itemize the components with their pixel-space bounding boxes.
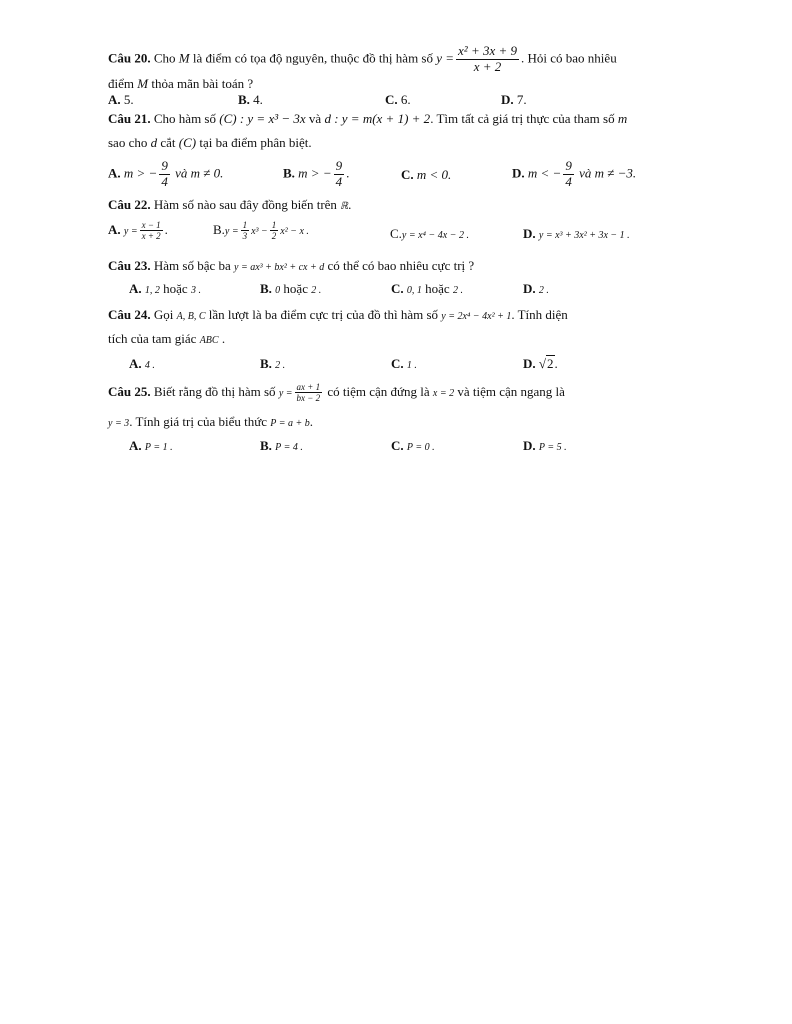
option-math: y =: [123, 225, 138, 237]
q24-option-c[interactable]: [391, 356, 417, 374]
q22-option-a[interactable]: [108, 220, 168, 242]
frac-num: 1: [271, 220, 277, 230]
option-label: B.: [260, 438, 272, 453]
option-math-2: 2 .: [452, 285, 463, 296]
option-math-post: và m ≠ −3.: [579, 165, 637, 181]
option-math-2: 3 .: [190, 285, 201, 296]
option-text: y = x³ + 3x² + 3x − 1 .: [538, 230, 630, 241]
q23-option-c[interactable]: [391, 281, 463, 299]
q21-text3: . Tìm tất cả giá trị thực của tham số: [430, 111, 615, 126]
q21-option-a[interactable]: [108, 159, 223, 190]
q20-option-c[interactable]: [385, 92, 411, 108]
option-label: D.: [523, 438, 536, 453]
option-math-2: 2 .: [311, 285, 322, 296]
option-label: A.: [108, 221, 121, 237]
frac-den: 4: [335, 173, 343, 189]
option-math: m < −: [527, 165, 562, 181]
q23-option-b[interactable]: [260, 281, 321, 299]
q21-option-c[interactable]: [401, 167, 451, 183]
option-label: B.: [283, 165, 295, 181]
q24-option-a[interactable]: [129, 356, 155, 374]
q25-line2-end: .: [309, 414, 313, 429]
q24-text2: lần lượt là ba điểm cực trị của đồ thì hàm số: [208, 307, 439, 322]
q21-option-b[interactable]: [283, 159, 349, 190]
option-text: 4.: [253, 92, 263, 107]
option-fraction-2: [270, 220, 279, 242]
option-fraction: [159, 159, 170, 190]
question-24-line-1: [108, 307, 568, 325]
option-text: P = 1 .: [144, 442, 173, 453]
q21-line2-d: d: [150, 135, 158, 150]
question-25-line-1: [108, 382, 565, 404]
option-math: m > −: [123, 165, 158, 181]
q23-text1: Hàm số bậc ba: [153, 258, 231, 273]
option-label: A.: [108, 92, 121, 107]
option-text: y = x⁴ − 4x − 2 .: [401, 230, 469, 241]
option-math: 2 .: [538, 285, 549, 296]
q24-option-b[interactable]: [260, 356, 285, 374]
option-text: P = 4 .: [275, 442, 303, 453]
option-fraction: [140, 220, 163, 242]
option-label: B.: [238, 92, 250, 107]
q24-line2: tích của tam giác: [108, 331, 197, 346]
q25-text2: có tiệm cận đứng là: [327, 383, 430, 399]
option-math-post: .: [164, 221, 168, 237]
q21-line2-pre: sao cho: [108, 135, 148, 150]
q20-var-m: M: [178, 50, 190, 66]
option-label: C.: [401, 167, 414, 182]
frac-den: 3: [242, 231, 248, 242]
frac-num: 9: [161, 158, 168, 173]
option-label: A.: [129, 438, 142, 453]
q22-option-d[interactable]: [523, 226, 630, 244]
option-text: hoặc: [283, 281, 308, 296]
q22-option-c[interactable]: [390, 226, 469, 244]
option-fraction: [334, 159, 345, 190]
q25-text1: Biết rằng đồ thị hàm số: [153, 383, 276, 399]
q22-dot: .: [348, 197, 352, 212]
frac-den: bx − 2: [296, 393, 321, 404]
option-label: D.: [512, 165, 525, 181]
q20-line2-post: thỏa mãn bài toán ?: [151, 76, 254, 91]
q20-fraction: [456, 44, 519, 75]
q20-line2-pre: điểm: [108, 76, 134, 91]
q20-text-mid: là điểm có tọa độ nguyên, thuộc đồ thị hàm số: [192, 50, 433, 66]
q25-line2-expr: P = a + b: [270, 418, 310, 429]
option-label: D.: [501, 92, 514, 107]
option-label: D.: [523, 281, 536, 296]
question-24-line-2: [108, 331, 225, 349]
option-text: 2 .: [275, 360, 286, 371]
option-label: C.: [391, 438, 404, 453]
option-math: 0: [275, 285, 281, 296]
option-text: hoặc: [163, 281, 188, 296]
option-label: A.: [129, 356, 142, 371]
option-text: 1 .: [406, 360, 417, 371]
q23-option-a[interactable]: [129, 281, 201, 299]
frac-den: 4: [565, 173, 572, 189]
q25-line2-text: . Tính giá trị của biểu thức: [129, 414, 268, 429]
q24-line2-end: .: [221, 331, 226, 346]
frac-num: ax + 1: [296, 382, 321, 392]
frac-num: 9: [335, 158, 343, 173]
q23-text2: có thể có bao nhiêu cực trị ?: [327, 258, 475, 273]
question-24-label: Câu 24.: [108, 307, 151, 322]
q20-line2-var: M: [137, 76, 149, 91]
frac-num: 1: [242, 220, 248, 230]
sqrt-symbol: √2: [538, 356, 554, 371]
q20-frac-num: x² + 3x + 9: [458, 43, 518, 58]
q25-y-eq: y =: [278, 387, 293, 399]
q24-math: y = 2x⁴ − 4x² + 1: [441, 311, 512, 322]
q20-frac-den: x + 2: [473, 58, 502, 74]
q25-option-b[interactable]: [260, 438, 303, 456]
q20-text-before: Cho: [153, 50, 176, 66]
q23-math: y = ax³ + bx² + cx + d: [234, 262, 325, 273]
question-21-line-2: [108, 135, 312, 151]
q25-option-a[interactable]: [129, 438, 173, 456]
q21-math1: (C) : y = x³ − 3x: [219, 111, 306, 126]
q23-option-d[interactable]: [523, 281, 549, 299]
option-label: D.: [523, 356, 536, 371]
q25-option-c[interactable]: [391, 438, 435, 456]
option-label: C.: [391, 281, 404, 296]
q22-set: ℝ: [340, 201, 349, 212]
q21-option-d[interactable]: [512, 159, 636, 190]
q20-y-eq: y =: [436, 50, 455, 66]
frac-num: 9: [565, 158, 572, 173]
q24-triangle: ABC: [199, 335, 219, 346]
q21-text1: Cho hàm số: [153, 111, 216, 126]
option-text: m < 0.: [416, 167, 452, 182]
option-label: C.: [391, 356, 404, 371]
option-text: 5.: [123, 92, 134, 107]
option-fraction: [563, 159, 574, 190]
option-math: 0, 1: [406, 285, 422, 296]
option-math-post: và m ≠ 0.: [175, 165, 224, 181]
option-text: 7.: [516, 92, 527, 107]
question-25-label: Câu 25.: [108, 383, 151, 399]
q25-math-x: x = 2: [432, 387, 455, 399]
q24-points: A, B, C: [176, 311, 206, 322]
question-20-line-1: [108, 44, 617, 75]
option-math-post: x² − x .: [280, 225, 309, 237]
frac-den: 2: [271, 231, 277, 242]
question-23-line-1: [108, 258, 474, 276]
question-21-line-1: [108, 111, 627, 127]
option-label: C.: [385, 92, 398, 107]
q20-option-d[interactable]: [501, 92, 527, 108]
option-fraction-1: [241, 220, 250, 242]
question-20-line-2: [108, 76, 253, 92]
q21-math2: d : y = m(x + 1) + 2: [324, 111, 431, 126]
q25-text3: và tiệm cận ngang là: [457, 383, 565, 399]
q20-option-a[interactable]: [108, 92, 134, 108]
option-text: 4 .: [144, 360, 155, 371]
q25-fraction: [295, 382, 323, 404]
q21-line2-c: (C): [178, 135, 197, 150]
question-23-label: Câu 23.: [108, 258, 151, 273]
q21-line2-post: tại ba điểm phân biệt.: [199, 135, 312, 150]
q24-option-d[interactable]: [523, 356, 558, 372]
radicand: 2: [547, 356, 554, 371]
option-math-mid: x³ −: [251, 225, 268, 237]
option-label: A.: [129, 281, 142, 296]
option-post: .: [554, 356, 558, 371]
question-20-label: Câu 20.: [108, 50, 151, 66]
option-text: 6.: [400, 92, 411, 107]
option-math: m > −: [298, 165, 332, 181]
option-label: D.: [523, 226, 536, 241]
option-label: B.: [213, 221, 225, 237]
question-22-label: Câu 22.: [108, 197, 151, 212]
frac-den: 4: [161, 173, 168, 189]
q24-text1: Gọi: [153, 307, 174, 322]
q25-line2-math: y = 3: [108, 418, 130, 429]
option-text: P = 0 .: [406, 442, 435, 453]
q22-text: Hàm số nào sau đây đồng biến trên: [153, 197, 337, 212]
question-22-line-1: [108, 197, 351, 215]
question-25-line-2: [108, 414, 313, 432]
option-label: A.: [108, 165, 121, 181]
q21-var-m: m: [617, 111, 628, 126]
q20-text-after: . Hỏi có bao nhiêu: [521, 50, 617, 66]
q25-option-d[interactable]: [523, 438, 567, 456]
option-math-post: .: [346, 165, 350, 181]
option-label: B.: [260, 356, 272, 371]
q20-option-b[interactable]: [238, 92, 263, 108]
q24-text3: . Tính diện: [511, 307, 568, 322]
question-21-label: Câu 21.: [108, 111, 151, 126]
option-label: B.: [260, 281, 272, 296]
option-label: C.: [390, 226, 402, 241]
frac-den: x + 2: [141, 231, 161, 242]
q21-line2-mid: cắt: [160, 135, 176, 150]
option-math: 1, 2: [144, 285, 160, 296]
q22-option-b[interactable]: [213, 220, 309, 242]
frac-num: x − 1: [141, 220, 161, 230]
q21-text2: và: [308, 111, 322, 126]
option-text: P = 5 .: [538, 442, 567, 453]
option-text: hoặc: [425, 281, 450, 296]
option-math: y =: [224, 225, 239, 237]
